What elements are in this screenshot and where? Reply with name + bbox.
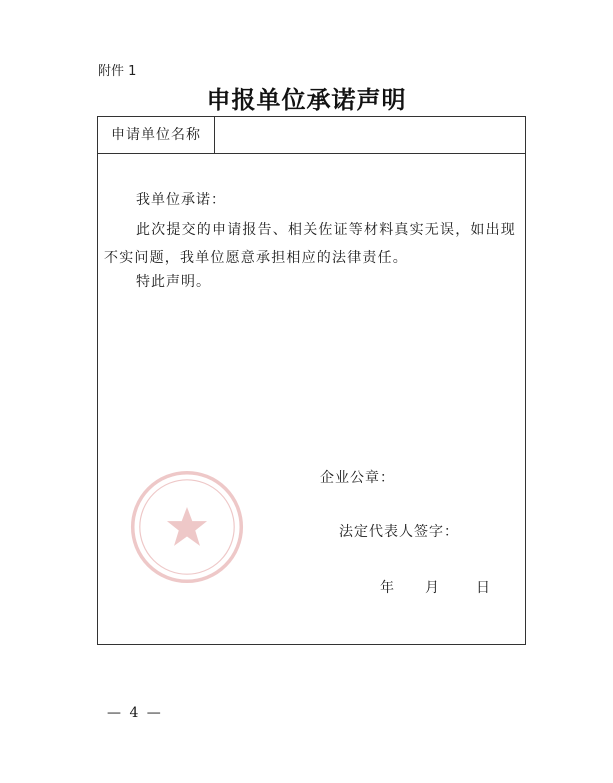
commitment-body: 此次提交的申请报告、相关佐证等材料真实无误，如出现不实问题，我单位愿意承担相应的法律责任。 [104,222,516,266]
applicant-name-label: 申请单位名称 [98,117,215,153]
applicant-name-row [98,117,525,154]
date-year-label: 年 [380,580,394,596]
commitment-closing: 特此声明。 [136,274,211,290]
faded-company-stamp [128,468,246,586]
legal-representative-signature-label: 法定代表人签字： [339,524,459,540]
page-title: 申报单位承诺声明 [206,85,407,114]
date-day-label: 日 [476,580,490,596]
date-month-label: 月 [425,580,439,596]
page-number: — 4 — [107,705,163,721]
applicant-name-field[interactable] [215,117,525,153]
company-seal-label: 企业公章： [320,470,395,486]
commitment-heading: 我单位承诺： [136,192,226,208]
attachment-label: 附件 1 [98,64,137,79]
